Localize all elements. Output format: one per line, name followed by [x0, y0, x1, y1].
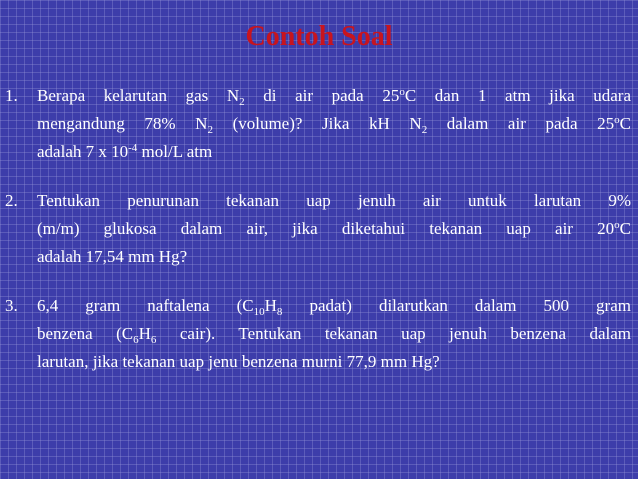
question-text: Berapa kelarutan gas $N_2$ di air pada 25$^o$C dan 1 atm jika udara mengandung 78% $N_2$ (volume)? Jika kH $N_2$ dalam air pada 25$^o$C adalah 7 x $10^{-4}$ mol/L atm [37, 86, 632, 161]
question-text: Tentukan penurunan tekanan uap jenuh air untuk larutan 9% (m/m) glukosa dalam air, jika diketahui tekanan uap air 20$^o$C adalah 17,54 mm Hg? [37, 191, 631, 266]
slide-title: Contoh Soal [245, 21, 393, 52]
question-item-1 [0, 82, 638, 166]
question-list [0, 82, 638, 376]
question-number: 1. [5, 86, 18, 105]
question-item-3 [0, 292, 638, 376]
question-text: 6,4 gram naftalena ($C_{10}H_8$ padat) dilarutkan dalam 500 gram benzena ($C_6H_6$ cair). Tentukan tekanan uap jenuh benzena dalam larutan, jika tekanan uap jenu benzena murni 77,9 mm Hg? [37, 296, 631, 371]
question-item-2 [0, 187, 638, 271]
question-number: 2. [5, 191, 18, 210]
question-number: 3. [5, 296, 18, 315]
